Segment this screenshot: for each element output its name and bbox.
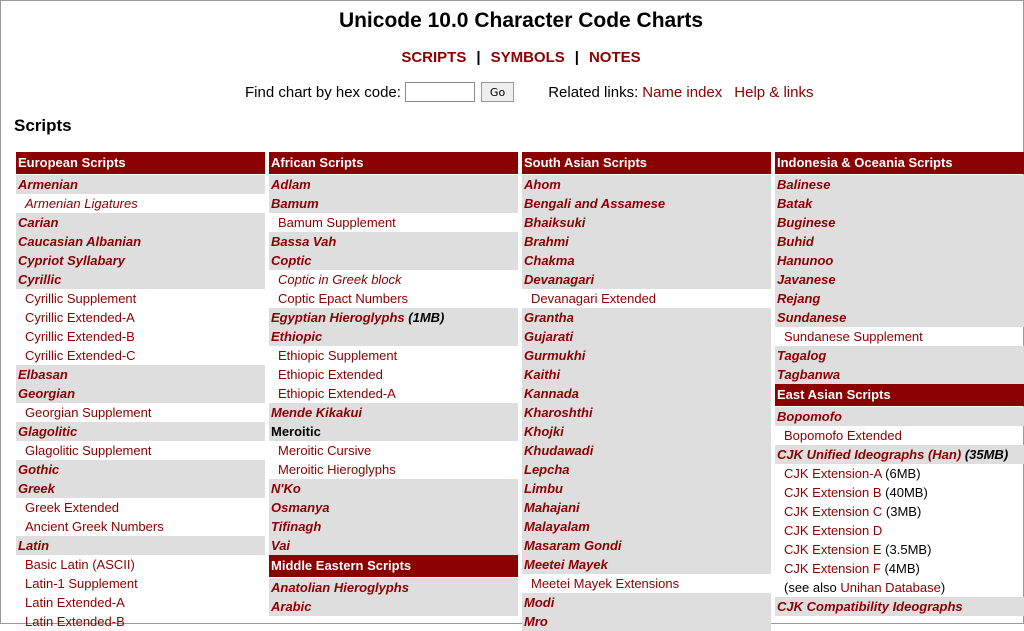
script-link[interactable]: Hanunoo: [777, 253, 834, 268]
script-row: [522, 346, 771, 365]
script-row: [269, 308, 518, 327]
sub-block-row: [775, 464, 1024, 483]
script-link[interactable]: Mro: [524, 614, 548, 629]
script-link[interactable]: Latin: [18, 538, 50, 553]
script-row: [775, 365, 1024, 384]
script-link[interactable]: Javanese: [777, 272, 836, 287]
script-row: [522, 213, 771, 232]
script-link[interactable]: Khojki: [524, 424, 564, 439]
script-row: [269, 479, 518, 498]
script-link[interactable]: N'Ko: [271, 481, 301, 496]
script-row: [269, 517, 518, 536]
sub-block-link[interactable]: CJK Extension D: [784, 523, 883, 538]
script-row: [775, 308, 1024, 327]
script-link[interactable]: Meetei Mayek: [524, 557, 608, 572]
script-link[interactable]: Grantha: [524, 310, 574, 325]
script-link[interactable]: Modi: [524, 595, 555, 610]
script-row: [16, 479, 265, 498]
script-link[interactable]: Bassa Vah: [271, 234, 337, 249]
script-link[interactable]: Kaithi: [524, 367, 561, 382]
sub-block-link[interactable]: CJK Extension-A: [784, 466, 882, 481]
sub-block-link[interactable]: Sundanese Supplement: [784, 329, 923, 344]
sub-block-row: [16, 327, 265, 346]
script-link[interactable]: Brahmi: [524, 234, 569, 249]
script-link[interactable]: Arabic: [271, 599, 312, 614]
sub-block-link[interactable]: Bopomofo Extended: [784, 428, 902, 443]
file-size: (3.5MB): [885, 542, 932, 557]
file-size: (6MB): [885, 466, 921, 481]
script-link[interactable]: Khudawadi: [524, 443, 594, 458]
script-link[interactable]: Chakma: [524, 253, 575, 268]
nav-notes-link[interactable]: NOTES: [588, 49, 641, 66]
script-column-3: [522, 152, 771, 631]
sub-block-row: [269, 365, 518, 384]
category-header: African Scripts: [269, 152, 518, 174]
script-row: [522, 593, 771, 612]
script-link[interactable]: Bhaiksuki: [524, 215, 586, 230]
section-heading: Scripts: [14, 116, 72, 135]
script-row: [775, 251, 1024, 270]
script-row: [775, 270, 1024, 289]
sub-block-link[interactable]: CJK Extension E: [784, 542, 882, 557]
sub-block-link[interactable]: Latin Extended-B: [25, 614, 125, 629]
sub-block-row: [269, 213, 518, 232]
script-row: [522, 612, 771, 631]
script-link[interactable]: Tagalog: [777, 348, 827, 363]
script-row: [522, 517, 771, 536]
sub-block-row: [16, 403, 265, 422]
script-link[interactable]: Limbu: [524, 481, 563, 496]
unihan-database-link[interactable]: Unihan Database: [840, 580, 941, 595]
help-links-link[interactable]: Help & links: [734, 83, 814, 101]
related-links-label: Related links:: [548, 83, 639, 101]
script-link[interactable]: Kannada: [524, 386, 579, 401]
script-row: [775, 597, 1024, 616]
script-link[interactable]: Tifinagh: [271, 519, 322, 534]
sub-block-link[interactable]: Armenian Ligatures: [25, 196, 138, 211]
search-toolbar: [245, 81, 813, 103]
sub-block-link[interactable]: Meetei Mayek Extensions: [531, 576, 680, 591]
nav-separator: |: [574, 49, 579, 66]
sub-block-row: [775, 327, 1024, 346]
script-link[interactable]: Coptic: [271, 253, 312, 268]
sub-block-link[interactable]: Coptic Epact Numbers: [278, 291, 409, 306]
sub-block-link[interactable]: Ancient Greek Numbers: [25, 519, 164, 534]
script-link[interactable]: Bopomofo: [777, 409, 842, 424]
script-row: [775, 232, 1024, 251]
script-link[interactable]: Cyrillic: [18, 272, 62, 287]
sub-block-link[interactable]: Devanagari Extended: [531, 291, 657, 306]
sub-block-link[interactable]: Greek Extended: [25, 500, 119, 515]
script-row: [16, 422, 265, 441]
category-header: Middle Eastern Scripts: [269, 555, 518, 577]
sub-block-row: [16, 498, 265, 517]
sub-block-row: [775, 559, 1024, 578]
script-link[interactable]: Elbasan: [18, 367, 68, 382]
script-row: [522, 460, 771, 479]
script-row: [269, 194, 518, 213]
script-link[interactable]: Mende Kikakui: [271, 405, 363, 420]
script-row: [522, 251, 771, 270]
script-row: [269, 175, 518, 194]
script-row: [16, 232, 265, 251]
sub-block-row: [16, 517, 265, 536]
category-header: Indonesia & Oceania Scripts: [775, 152, 1024, 174]
script-link[interactable]: Anatolian Hieroglyphs: [271, 580, 409, 595]
sub-block-row: [269, 289, 518, 308]
script-link[interactable]: Batak: [777, 196, 813, 211]
script-link[interactable]: Kharoshthi: [524, 405, 593, 420]
script-row: [522, 536, 771, 555]
file-size: (3MB): [885, 504, 922, 519]
script-row: [269, 422, 518, 441]
sub-block-link[interactable]: Latin-1 Supplement: [25, 576, 138, 591]
script-link[interactable]: Greek: [18, 481, 55, 496]
page-title: Unicode 10.0 Character Code Charts: [338, 9, 704, 32]
script-link[interactable]: Vai: [271, 538, 291, 553]
sub-block-row: [522, 289, 771, 308]
script-column-1: [16, 152, 265, 631]
script-link[interactable]: Glagolitic: [18, 424, 78, 439]
script-link[interactable]: Bamum: [271, 196, 319, 211]
script-row: [775, 289, 1024, 308]
script-row: [269, 232, 518, 251]
script-link[interactable]: Ethiopic: [271, 329, 323, 344]
sub-block-link[interactable]: Cyrillic Extended-C: [25, 348, 136, 363]
script-link[interactable]: Masaram Gondi: [524, 538, 622, 553]
script-row: [16, 213, 265, 232]
script-row: [269, 251, 518, 270]
script-row: [522, 365, 771, 384]
script-link[interactable]: Carian: [18, 215, 59, 230]
sub-block-row: [522, 574, 771, 593]
sub-block-link[interactable]: Ethiopic Supplement: [278, 348, 398, 363]
sub-block-link[interactable]: Ethiopic Extended-A: [278, 386, 396, 401]
sub-block-row: [775, 540, 1024, 559]
script-row: [269, 403, 518, 422]
sub-block-row: [775, 426, 1024, 445]
script-row: [775, 346, 1024, 365]
script-row: [16, 365, 265, 384]
script-row: [522, 270, 771, 289]
script-row: [522, 384, 771, 403]
script-row: [775, 445, 1024, 464]
note-prefix: (see also: [784, 580, 841, 595]
related-links: [548, 84, 813, 101]
script-link[interactable]: Georgian: [18, 386, 76, 401]
script-row: [269, 536, 518, 555]
script-link[interactable]: Gurmukhi: [524, 348, 586, 363]
script-row: [522, 403, 771, 422]
script-link[interactable]: CJK Compatibility Ideographs: [777, 599, 963, 614]
hex-code-input[interactable]: [405, 82, 475, 102]
nav-separator: |: [476, 49, 481, 66]
sub-block-link[interactable]: Coptic in Greek block: [278, 272, 402, 287]
sub-block-row: [16, 194, 265, 213]
sub-block-row: [16, 346, 265, 365]
sub-block-row: [16, 308, 265, 327]
script-row: [522, 308, 771, 327]
sub-block-link[interactable]: Bamum Supplement: [278, 215, 396, 230]
script-row: [16, 536, 265, 555]
script-row: [522, 441, 771, 460]
script-row: [269, 597, 518, 616]
sub-block-link[interactable]: Meroitic Hieroglyphs: [278, 462, 396, 477]
sub-block-row: [269, 270, 518, 289]
sub-block-link[interactable]: CJK Extension F: [784, 561, 881, 576]
script-row: [16, 251, 265, 270]
script-row: [522, 498, 771, 517]
sub-block-link[interactable]: Georgian Supplement: [25, 405, 152, 420]
script-link[interactable]: Ahom: [524, 177, 561, 192]
top-nav: [1, 49, 1024, 66]
script-row: [269, 578, 518, 597]
script-link[interactable]: Tagbanwa: [777, 367, 841, 382]
file-size: (1MB): [408, 310, 445, 325]
nav-symbols-link[interactable]: SYMBOLS: [490, 49, 565, 66]
script-row: [522, 422, 771, 441]
script-link[interactable]: CJK Unified Ideographs (Han): [777, 447, 962, 462]
sub-block-link[interactable]: Glagolitic Supplement: [25, 443, 152, 458]
sub-block-row: [269, 441, 518, 460]
hex-search-label: Find chart by hex code:: [245, 83, 401, 101]
script-row: [522, 479, 771, 498]
script-row: [16, 175, 265, 194]
script-row: [522, 327, 771, 346]
script-link[interactable]: Gujarati: [524, 329, 574, 344]
sub-block-row: [775, 502, 1024, 521]
note-suffix: ): [940, 580, 946, 595]
script-row: [16, 460, 265, 479]
category-header: South Asian Scripts: [522, 152, 771, 174]
script-link[interactable]: Bengali and Assamese: [524, 196, 666, 211]
script-row: [522, 175, 771, 194]
sub-block-row: [269, 384, 518, 403]
go-button[interactable]: Go: [481, 82, 514, 102]
script-link[interactable]: Meroitic: [271, 424, 321, 439]
sub-block-row: [16, 574, 265, 593]
script-link[interactable]: Caucasian Albanian: [18, 234, 142, 249]
script-link[interactable]: Adlam: [271, 177, 311, 192]
file-size: (40MB): [885, 485, 928, 500]
script-row: [775, 175, 1024, 194]
sub-block-row: [16, 593, 265, 612]
sub-block-link[interactable]: Cyrillic Supplement: [25, 291, 137, 306]
sub-block-row: [16, 612, 265, 631]
script-row: [775, 194, 1024, 213]
script-link[interactable]: Devanagari: [524, 272, 595, 287]
script-link[interactable]: Mahajani: [524, 500, 580, 515]
sub-block-row: [775, 483, 1024, 502]
sub-block-row: [269, 346, 518, 365]
sub-block-row: [16, 441, 265, 460]
script-link[interactable]: Malayalam: [524, 519, 590, 534]
sub-block-row: [16, 555, 265, 574]
note-row: [775, 578, 1024, 597]
sub-block-link[interactable]: Meroitic Cursive: [278, 443, 372, 458]
category-header: European Scripts: [16, 152, 265, 174]
script-link[interactable]: Gothic: [18, 462, 60, 477]
script-column-4: [775, 152, 1024, 616]
script-row: [269, 498, 518, 517]
sub-block-link[interactable]: Cyrillic Extended-B: [25, 329, 135, 344]
script-link[interactable]: Balinese: [777, 177, 831, 192]
script-link[interactable]: Sundanese: [777, 310, 847, 325]
script-link[interactable]: Lepcha: [524, 462, 570, 477]
sub-block-link[interactable]: CJK Extension B: [784, 485, 882, 500]
nav-scripts-link[interactable]: SCRIPTS: [401, 49, 467, 66]
sub-block-link[interactable]: Ethiopic Extended: [278, 367, 383, 382]
script-link[interactable]: Osmanya: [271, 500, 330, 515]
script-row: [522, 232, 771, 251]
script-row: [775, 213, 1024, 232]
sub-block-link[interactable]: Basic Latin (ASCII): [25, 557, 135, 572]
script-link[interactable]: Buhid: [777, 234, 814, 249]
sub-block-row: [16, 289, 265, 308]
script-column-2: [269, 152, 518, 616]
script-row: [16, 270, 265, 289]
script-row: [522, 194, 771, 213]
script-link[interactable]: Egyptian Hieroglyphs: [271, 310, 405, 325]
category-header: East Asian Scripts: [775, 384, 1024, 406]
name-index-link[interactable]: Name index: [642, 83, 723, 101]
script-row: [16, 384, 265, 403]
file-size: (35MB): [964, 447, 1009, 462]
script-row: [269, 327, 518, 346]
script-link[interactable]: Cypriot Syllabary: [18, 253, 125, 268]
sub-block-link[interactable]: Latin Extended-A: [25, 595, 125, 610]
sub-block-link[interactable]: CJK Extension C: [784, 504, 883, 519]
script-link[interactable]: Rejang: [777, 291, 821, 306]
script-row: [522, 555, 771, 574]
script-row: [775, 407, 1024, 426]
script-link[interactable]: Buginese: [777, 215, 836, 230]
sub-block-row: [775, 521, 1024, 540]
file-size: (4MB): [884, 561, 920, 576]
sub-block-row: [269, 460, 518, 479]
sub-block-link[interactable]: Cyrillic Extended-A: [25, 310, 135, 325]
script-link[interactable]: Armenian: [18, 177, 78, 192]
